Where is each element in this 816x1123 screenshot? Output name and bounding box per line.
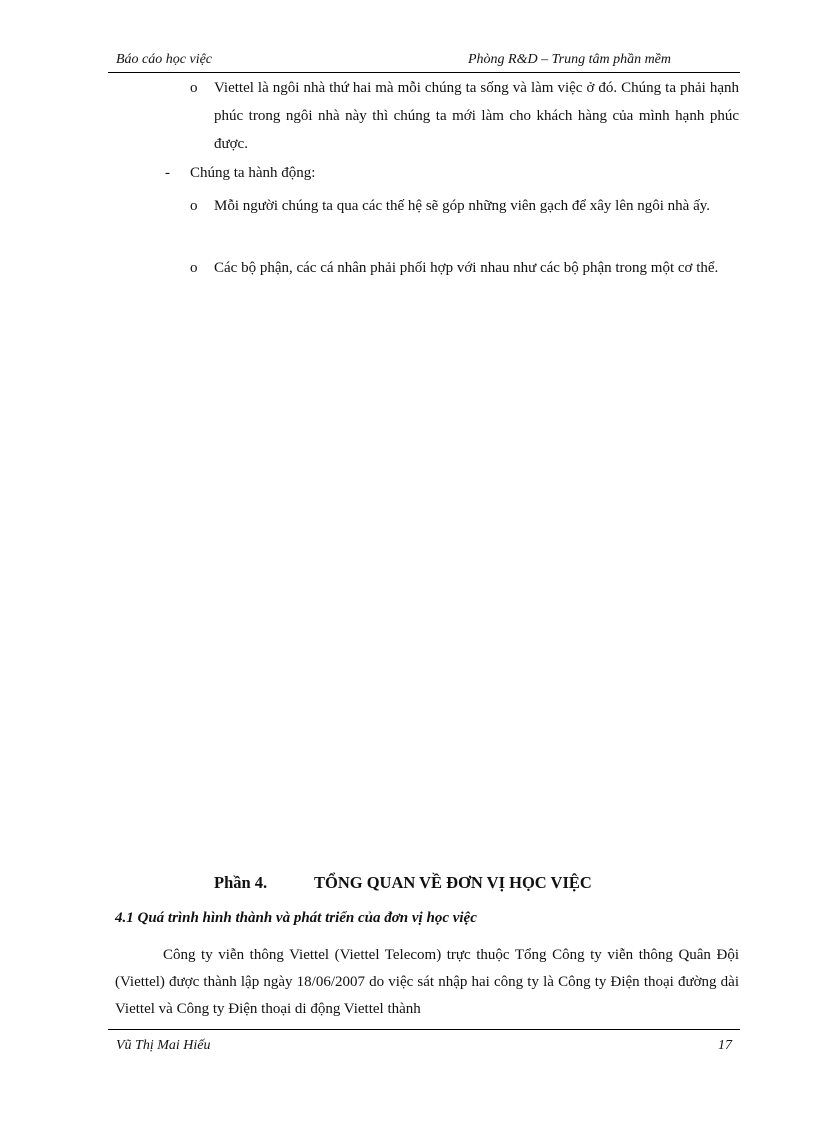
bullet-circle-marker: o: [190, 80, 198, 96]
page-number: 17: [718, 1038, 732, 1053]
list-item-text: Viettel là ngôi nhà thứ hai mà mỗi chúng ta sống và làm việc ở đó. Chúng ta phải hạnh phúc trong ngôi nhà này thì chúng ta mới làm cho khách hàng của mình hạnh phúc được.: [214, 80, 739, 152]
section-number: Phần 4.: [214, 873, 268, 892]
section-title: TỔNG QUAN VỀ ĐƠN VỊ HỌC VIỆC: [314, 873, 592, 892]
list-item-text: Các bộ phận, các cá nhân phải phối hợp với nhau như các bộ phận trong một cơ thể.: [214, 260, 719, 276]
bullet-circle-marker: o: [190, 260, 198, 276]
bullet-dash-marker: -: [165, 165, 170, 181]
subsection-heading: 4.1 Quá trình hình thành và phát triển của đơn vị học việc: [115, 910, 477, 926]
header-left-text: Báo cáo học việc: [116, 52, 213, 67]
page-header: [108, 50, 740, 73]
body-paragraph: Công ty viễn thông Viettel (Viettel Telecom) trực thuộc Tổng Công ty viễn thông Quân Đội (Viettel) được thành lập ngày 18/06/2007 do việc sát nhập hai công ty là Công ty Điện thoại đường dài Viettel và Công ty Điện thoại di động Viettel thành: [115, 947, 739, 1017]
list-item-text: Mỗi người chúng ta qua các thế hệ sẽ góp những viên gạch để xây lên ngôi nhà ấy.: [214, 198, 710, 214]
footer-divider: [108, 1029, 740, 1030]
header-right-text: Phòng R&D – Trung tâm phần mềm: [468, 52, 671, 67]
footer-author: Vũ Thị Mai Hiếu: [116, 1038, 211, 1053]
list-item-text: Chúng ta hành động:: [190, 165, 316, 181]
bullet-circle-marker: o: [190, 198, 198, 214]
